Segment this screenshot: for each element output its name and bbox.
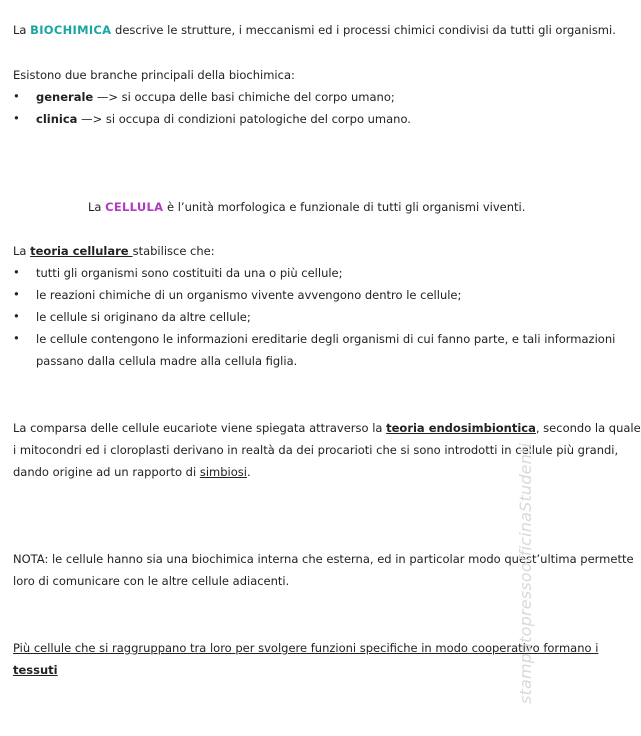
endo-suffix: , secondo la quale bbox=[535, 421, 641, 435]
teoria-cellulare-term: teoria cellulare bbox=[30, 244, 133, 258]
intro-suffix: descrive le strutture, i meccanismi ed i processi chimici condivisi da tutti gli organismi. bbox=[111, 23, 616, 37]
theory-prefix: La bbox=[13, 244, 31, 258]
teoria-endosimbiontica-term: teoria endosimbiontica bbox=[386, 421, 536, 435]
branch-term: generale bbox=[36, 90, 94, 104]
bullet-icon: • bbox=[13, 111, 20, 125]
theory-heading bbox=[13, 243, 215, 259]
cell-definition bbox=[88, 199, 525, 215]
intro-prefix: La bbox=[13, 23, 31, 37]
theory-item-continued: passano dalla cellula madre alla cellula figlia. bbox=[36, 354, 298, 368]
branch-text: —> si occupa di condizioni patologiche del corpo umano. bbox=[77, 112, 411, 126]
tissues-line-1: Più cellule che si raggruppano tra loro per svolgere funzioni specifiche in modo cooperativo formano i bbox=[13, 641, 599, 655]
endosymbiosis-line-2: i mitocondri ed i cloroplasti derivano in realtà da dei procarioti che si sono introdotti in cellule più grandi, bbox=[13, 443, 619, 457]
bullet-icon: • bbox=[13, 89, 20, 103]
bullet-icon: • bbox=[13, 331, 20, 345]
branch-item-clinica bbox=[36, 111, 411, 127]
cellula-keyword: CELLULA bbox=[105, 200, 164, 214]
theory-item: tutti gli organismi sono costituiti da una o più cellule; bbox=[36, 266, 343, 280]
biochimica-keyword: BIOCHIMICA bbox=[30, 23, 112, 37]
note-line-2: loro di comunicare con le altre cellule adiacenti. bbox=[13, 574, 290, 588]
endosymbiosis-line-1 bbox=[13, 420, 641, 436]
cell-suffix: è l’unità morfologica e funzionale di tutti gli organismi viventi. bbox=[163, 200, 526, 214]
endo-prefix: La comparsa delle cellule eucariote viene spiegata attraverso la bbox=[13, 421, 387, 435]
branch-term: clinica bbox=[36, 112, 78, 126]
theory-item: le cellule si originano da altre cellule; bbox=[36, 310, 251, 324]
intro-line bbox=[13, 22, 616, 38]
endosymbiosis-line-3 bbox=[13, 464, 251, 480]
watermark: stampatopressoofficinaStudenti bbox=[516, 442, 535, 704]
cell-prefix: La bbox=[88, 200, 106, 214]
bullet-icon: • bbox=[13, 287, 20, 301]
theory-suffix: stabilisce che: bbox=[132, 244, 215, 258]
branches-heading: Esistono due branche principali della biochimica: bbox=[13, 68, 295, 82]
theory-item: le reazioni chimiche di un organismo vivente avvengono dentro le cellule; bbox=[36, 288, 462, 302]
bullet-icon: • bbox=[13, 265, 20, 279]
tessuti-term: tessuti bbox=[13, 663, 58, 677]
branch-item-generale bbox=[36, 89, 395, 105]
endo-line3-suffix: . bbox=[246, 465, 251, 479]
branch-text: —> si occupa delle basi chimiche del corpo umano; bbox=[93, 90, 395, 104]
simbiosi-term: simbiosi bbox=[199, 465, 247, 479]
theory-item: le cellule contengono le informazioni ereditarie degli organismi di cui fanno parte, e tali informazioni bbox=[36, 332, 616, 346]
endo-line3-prefix: dando origine ad un rapporto di bbox=[13, 465, 200, 479]
bullet-icon: • bbox=[13, 309, 20, 323]
note-line-1: NOTA: le cellule hanno sia una biochimica interna che esterna, ed in particolar modo quest’ultima permette bbox=[13, 552, 634, 566]
